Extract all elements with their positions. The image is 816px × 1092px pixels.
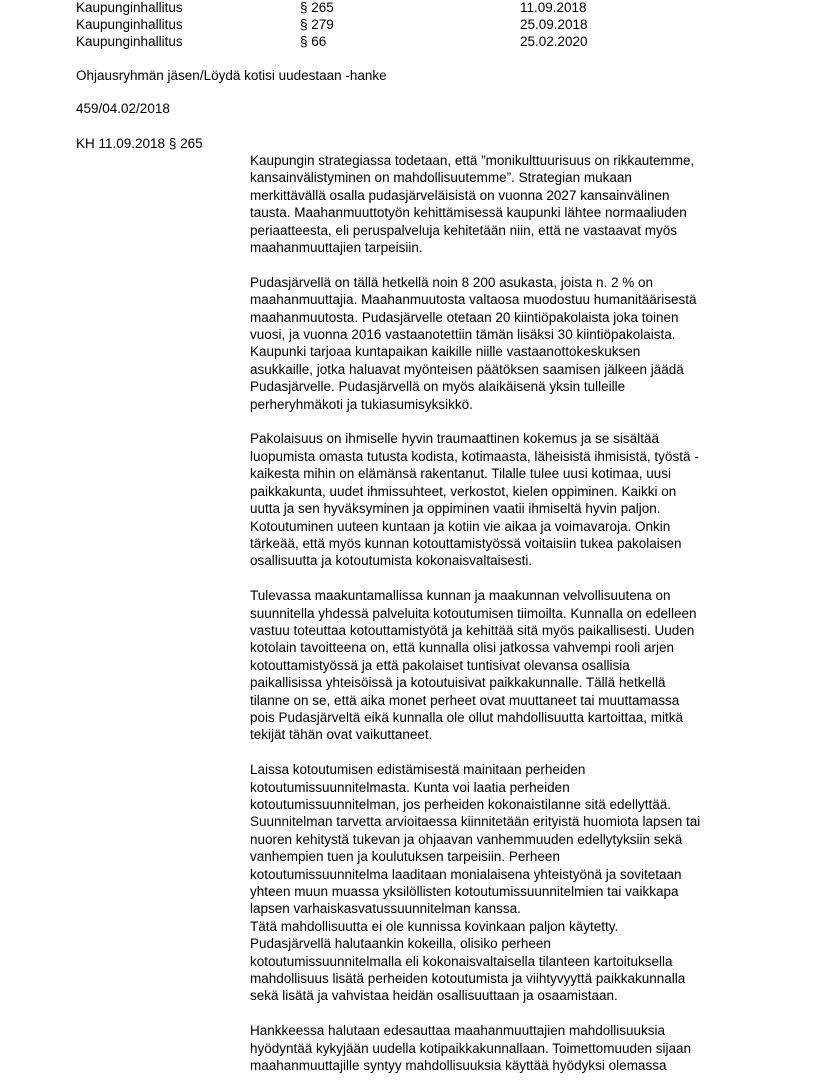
text-line: tekijät tähän ovat vaikuttaneet.: [250, 727, 433, 743]
body-paragraph: [250, 274, 750, 413]
text-line: lapsen varhaiskasvatussuunnitelman kanssa.: [250, 901, 521, 917]
text-line: paikallisissa yhteisöissä ja kotoutuisivat paikkakunnalle. Tällä hetkellä: [250, 675, 666, 691]
text-line: Kaupungin strategiassa todetaan, että ”monikulttuurisuus on rikkautemme,: [250, 153, 695, 168]
text-line: suunnitella yhdessä palveluita kotoutumisen tiimoilta. Kunnalla on edelleen: [250, 605, 697, 621]
subject-heading: Ohjausryhmän jäsen/Löydä kotisi uudestaan -hanke: [76, 68, 387, 83]
text-line: Pudasjärvelle. Pudasjärvellä on myös alaikäisenä yksin tulleille: [250, 379, 626, 395]
text-line: Tätä mahdollisuutta ei ole kunnissa kovinkaan paljon käytetty.: [250, 918, 619, 934]
text-line: perheryhmäkoti ja tukiasumisyksikkö.: [250, 396, 473, 412]
meeting-reference: KH 11.09.2018 § 265: [76, 136, 203, 151]
text-line: kotoutumissuunnitelmalla eli kokonaisvaltaisella tilanteen kartoituksella: [250, 953, 673, 969]
text-line: kotoutumissuunnitelma laaditaan monialaisena yhteistyönä ja sovitetaan: [250, 866, 682, 882]
history-org: Kaupunginhallitus: [76, 34, 183, 49]
text-line: maahanmuuttajia. Maahanmuutosta valtaosa muodostuu humanitäärisestä: [250, 292, 697, 308]
text-line: vastuu toteuttaa kotouttamistyötä ja kehittää sitä myös paikallisesti. Uuden: [250, 622, 695, 638]
body-paragraph: [250, 430, 750, 569]
text-line: kotoutumissuunnitelmasta. Kunta voi laatia perheiden: [250, 779, 570, 795]
text-line: mahdollisuus lisätä perheiden kotoutumista ja viihtyvyyttä paikkakunnalla: [250, 971, 686, 987]
history-org: Kaupunginhallitus: [76, 0, 183, 15]
text-line: kaikesta mihin on elämänsä rakentanut. Tilalle tulee uusi kotimaa, uusi: [250, 466, 671, 482]
text-line: yhteen muun muassa yksilöllisten kotoutumissuunnitelmien tai vaikkapa: [250, 884, 679, 899]
text-line: luopumista omasta tutusta kodista, kotimaasta, läheisistä ihmisistä, työstä -: [250, 448, 699, 464]
text-line: Pakolaisuus on ihmiselle hyvin traumaattinen kokemus ja se sisältää: [250, 431, 659, 447]
history-org: Kaupunginhallitus: [76, 17, 183, 32]
text-line: pois Pudasjärveltä eikä kunnalla ole ollut mahdollisuutta kartoittaa, mitkä: [250, 709, 683, 725]
text-line: tärkeää, että myös kunnan kotouttamistyössä voitaisiin tukea pakolaisen: [250, 535, 682, 551]
history-date: 25.09.2018: [520, 17, 588, 32]
text-line: sekä lisätä ja vahvistaa heidän osallisuuttaan ja osaamistaan.: [250, 988, 618, 1004]
text-line: merkittävällä osalla pudasjärveläisistä on vuonna 2027 kansainvälinen: [250, 187, 670, 203]
history-paragraph: § 265: [300, 0, 334, 15]
history-paragraph: § 66: [300, 34, 327, 49]
text-line: hyödyntää kykyjään uudella kotipaikkakunnallaan. Toimettomuuden sijaan: [250, 1040, 692, 1056]
text-line: maahanmuuttajien tarpeisiin.: [250, 240, 423, 256]
case-number: 459/04.02/2018: [76, 101, 170, 116]
text-line: Kotoutuminen uuteen kuntaan ja kotiin vie aikaa ja voimavaroja. Onkin: [250, 518, 671, 534]
text-line: kansainvälistyminen on mahdollisuutemme”. Strategian mukaan: [250, 170, 632, 186]
text-line: Kaupunki tarjoaa kuntapaikan kaikille niille vastaanottokeskuksen: [250, 344, 641, 360]
decision-body: [250, 152, 750, 1092]
body-paragraph: [250, 1022, 750, 1074]
body-paragraph: [250, 761, 750, 1005]
text-line: vanhempien tuen ja koulutuksen tarpeisiin. Perheen: [250, 849, 560, 865]
text-line: Tulevassa maakuntamallissa kunnan ja maakunnan velvollisuutena on: [250, 588, 671, 604]
text-line: tausta. Maahanmuuttotyön kehittämisessä kaupunki lähtee normaaliuden: [250, 205, 687, 221]
text-line: tilanne on se, että aika monet perheet ovat muuttaneet tai muuttamassa: [250, 692, 680, 708]
text-line: maahanmuuttajille syntyy mahdollisuuksia käyttää hyödyksi olemassa: [250, 1058, 667, 1074]
text-line: kotouttamistyössä ja että pakolaiset tuntisivat olevansa osallisia: [250, 657, 630, 673]
text-line: Pudasjärvellä halutaankin kokeilla, olisiko perheen: [250, 936, 551, 952]
body-paragraph: [250, 587, 750, 744]
text-line: maahanmuutosta. Pudasjärvelle otetaan 20 kiintiöpakolaista joka toinen: [250, 309, 679, 325]
text-line: kotoutumissuunnitelman, jos perheiden kokonaistilanne sitä edellyttää.: [250, 796, 672, 812]
text-line: vuosi, ja vuonna 2016 vastaanotettiin tämän lisäksi 30 kiintiöpakolaista.: [250, 327, 676, 343]
text-line: kotolain tavoitteena on, että kunnalla olisi jatkossa vahvempi rooli arjen: [250, 640, 674, 656]
text-line: Suunnitelman tarvetta arvioitaessa kiinnitetään erityistä huomiota lapsen tai: [250, 814, 701, 830]
history-date: 11.09.2018: [520, 0, 587, 15]
body-paragraph: [250, 152, 750, 256]
text-line: uutta ja sen hyväksyminen ja oppiminen vaatii ihmiseltä hyvin paljon.: [250, 501, 661, 517]
text-line: nuoren kehitystä tukevan ja ohjaavan vanhemmuuden edellytyksiin sekä: [250, 831, 683, 847]
text-line: paikkakunta, uudet ihmissuhteet, verkostot, kielen oppiminen. Kaikki on: [250, 483, 677, 499]
text-line: Laissa kotoutumisen edistämisestä mainitaan perheiden: [250, 762, 586, 778]
text-line: Pudasjärvellä on tällä hetkellä noin 8 200 asukasta, joista n. 2 % on: [250, 274, 654, 290]
text-line: osallisuutta ja kotoutumista kokonaisvaltaisesti.: [250, 553, 533, 569]
history-paragraph: § 279: [300, 17, 334, 32]
text-line: asukkaille, jotka haluavat myönteisen päätöksen saamisen jälkeen jäädä: [250, 361, 684, 377]
text-line: Hankkeessa halutaan edesauttaa maahanmuuttajien mahdollisuuksia: [250, 1023, 666, 1039]
text-line: periaatteesta, eli peruspalveluja kehitetään niin, että ne vastaavat myös: [250, 222, 678, 238]
history-date: 25.02.2020: [520, 34, 588, 49]
